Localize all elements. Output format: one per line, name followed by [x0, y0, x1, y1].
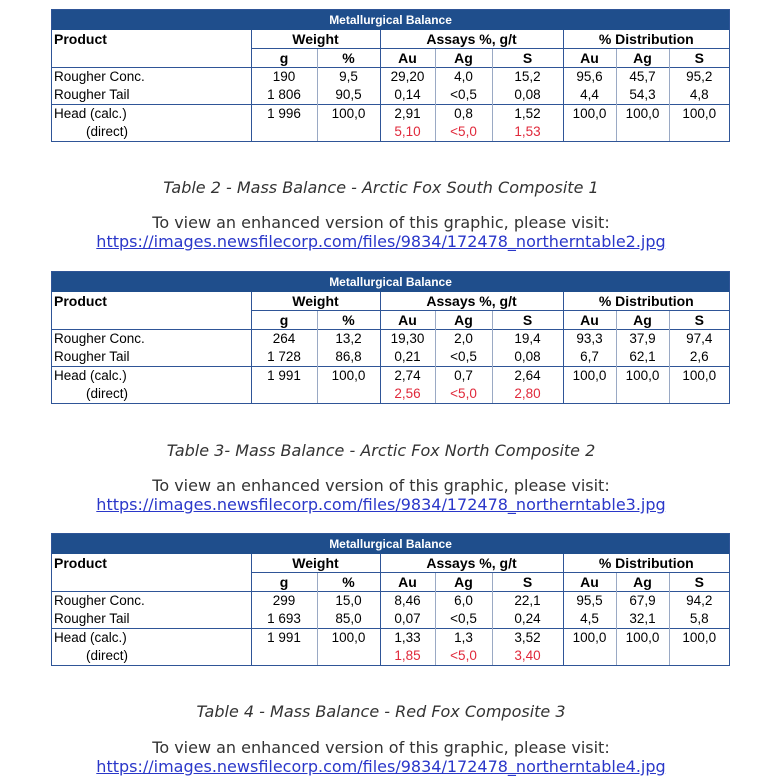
cell: 4,4: [563, 86, 616, 105]
cell: 32,1: [616, 610, 669, 629]
subheader: Ag: [616, 573, 669, 592]
subheader: S: [669, 311, 729, 330]
enhanced-version-notice: [0, 738, 762, 776]
cell: 100,0: [616, 105, 669, 124]
table-banner: Metallurgical Balance: [52, 10, 729, 30]
table-row: [52, 68, 729, 87]
cell: 100,0: [317, 629, 380, 648]
cell: 94,2: [669, 592, 729, 611]
table-row-direct: [52, 647, 729, 665]
cell: 100,0: [317, 367, 380, 386]
table-row: [52, 592, 729, 611]
distribution-header: % Distribution: [563, 30, 729, 49]
cell: 3,52: [492, 629, 563, 648]
subheader: Au: [380, 573, 435, 592]
table-caption: Table 2 - Mass Balance - Arctic Fox South Composite 1: [163, 178, 599, 197]
cell-direct: <5,0: [435, 385, 492, 403]
cell: 62,1: [616, 348, 669, 367]
cell-direct: <5,0: [435, 123, 492, 141]
cell: 2,6: [669, 348, 729, 367]
subheader: Au: [563, 311, 616, 330]
subheader: Au: [380, 49, 435, 68]
notice-text: To view an enhanced version of this graphic, please visit:: [152, 476, 610, 495]
cell: 299: [251, 592, 317, 611]
subheader: g: [251, 311, 317, 330]
cell: 4,5: [563, 610, 616, 629]
product-header: Product: [54, 293, 107, 310]
cell: 0,14: [380, 86, 435, 105]
cell: <0,5: [435, 610, 492, 629]
subheader: %: [317, 573, 380, 592]
table-row: [52, 330, 729, 349]
cell: 15,0: [317, 592, 380, 611]
row-label: Rougher Conc.: [52, 592, 251, 611]
cell: 100,0: [669, 105, 729, 124]
distribution-header: % Distribution: [563, 292, 729, 311]
cell: 2,0: [435, 330, 492, 349]
row-label: Rougher Tail: [54, 87, 130, 102]
assays-header: Assays %, g/t: [380, 30, 563, 49]
cell: 0,07: [380, 610, 435, 629]
cell: 100,0: [669, 367, 729, 386]
row-label: Rougher Conc.: [52, 68, 251, 87]
cell: 95,2: [669, 68, 729, 87]
weight-header: Weight: [251, 292, 380, 311]
table-row-direct: [52, 385, 729, 403]
cell: 100,0: [563, 105, 616, 124]
cell: 2,91: [380, 105, 435, 124]
distribution-header: % Distribution: [563, 554, 729, 573]
cell-direct: 5,10: [380, 123, 435, 141]
cell: 190: [251, 68, 317, 87]
table-row: [52, 610, 729, 629]
mass-balance-table-3: [51, 533, 730, 666]
cell: 97,4: [669, 330, 729, 349]
cell: 100,0: [563, 367, 616, 386]
cell: 0,21: [380, 348, 435, 367]
notice-text: To view an enhanced version of this graphic, please visit:: [152, 213, 610, 232]
cell: 4,8: [669, 86, 729, 105]
table-row: [52, 105, 729, 124]
table-caption: Table 4 - Mass Balance - Red Fox Composite 3: [196, 702, 566, 721]
cell: 264: [251, 330, 317, 349]
cell-direct: 3,40: [492, 647, 563, 665]
weight-header: Weight: [251, 554, 380, 573]
row-label: Head (calc.): [52, 367, 251, 386]
table-row: [52, 629, 729, 648]
table-banner: Metallurgical Balance: [52, 534, 729, 554]
cell: <0,5: [435, 348, 492, 367]
cell: 5,8: [669, 610, 729, 629]
subheader: Ag: [435, 573, 492, 592]
cell: 86,8: [317, 348, 380, 367]
subheader: Ag: [616, 311, 669, 330]
cell: 4,0: [435, 68, 492, 87]
cell: 100,0: [669, 629, 729, 648]
notice-text: To view an enhanced version of this graphic, please visit:: [152, 738, 610, 757]
cell: 54,3: [616, 86, 669, 105]
cell: 13,2: [317, 330, 380, 349]
row-label: (direct): [86, 648, 129, 663]
subheader: g: [251, 573, 317, 592]
table-banner: Metallurgical Balance: [52, 272, 729, 292]
subheader: %: [317, 311, 380, 330]
cell: 100,0: [563, 629, 616, 648]
enhanced-graphic-link[interactable]: https://images.newsfilecorp.com/files/9834/172478_northerntable4.jpg: [96, 757, 666, 776]
subheader: Ag: [435, 311, 492, 330]
subheader: Au: [563, 573, 616, 592]
cell: 0,24: [492, 610, 563, 629]
subheader: Ag: [435, 49, 492, 68]
cell: 2,74: [380, 367, 435, 386]
cell: 100,0: [317, 105, 380, 124]
cell: 19,30: [380, 330, 435, 349]
cell: <0,5: [435, 86, 492, 105]
cell: 1 728: [251, 348, 317, 367]
cell: 6,0: [435, 592, 492, 611]
subheader: Au: [380, 311, 435, 330]
subheader: Au: [563, 49, 616, 68]
cell: 85,0: [317, 610, 380, 629]
weight-header: Weight: [251, 30, 380, 49]
cell: 1 996: [251, 105, 317, 124]
subheader: S: [492, 573, 563, 592]
subheader: g: [251, 49, 317, 68]
subheader: S: [492, 311, 563, 330]
enhanced-graphic-link[interactable]: https://images.newsfilecorp.com/files/9834/172478_northerntable2.jpg: [96, 232, 666, 251]
row-label: Rougher Tail: [54, 349, 130, 364]
cell: 100,0: [616, 367, 669, 386]
cell: 0,08: [492, 348, 563, 367]
row-label: Head (calc.): [52, 105, 251, 124]
table-row: [52, 86, 729, 105]
enhanced-version-notice: [0, 213, 762, 251]
cell: 0,8: [435, 105, 492, 124]
subheader: S: [492, 49, 563, 68]
cell-direct: <5,0: [435, 647, 492, 665]
row-label: (direct): [86, 124, 129, 139]
cell: 45,7: [616, 68, 669, 87]
cell: 8,46: [380, 592, 435, 611]
product-header: Product: [54, 555, 107, 572]
enhanced-graphic-link[interactable]: https://images.newsfilecorp.com/files/9834/172478_northerntable3.jpg: [96, 495, 666, 514]
table-row-direct: [52, 123, 729, 141]
assays-header: Assays %, g/t: [380, 554, 563, 573]
enhanced-version-notice: [0, 476, 762, 514]
cell-direct: 2,80: [492, 385, 563, 403]
cell: 1,52: [492, 105, 563, 124]
cell: 1 991: [251, 367, 317, 386]
table-row: [52, 367, 729, 386]
row-label: Rougher Tail: [54, 611, 130, 626]
subheader: S: [669, 49, 729, 68]
cell: 15,2: [492, 68, 563, 87]
cell-direct: 1,53: [492, 123, 563, 141]
mass-balance-table-2: [51, 271, 730, 404]
cell: 1 991: [251, 629, 317, 648]
cell: 1,3: [435, 629, 492, 648]
cell: 22,1: [492, 592, 563, 611]
cell-direct: 1,85: [380, 647, 435, 665]
cell: 95,5: [563, 592, 616, 611]
cell: 19,4: [492, 330, 563, 349]
row-label: Head (calc.): [52, 629, 251, 648]
mass-balance-table-1: [51, 9, 730, 142]
table-row: [52, 348, 729, 367]
cell: 2,64: [492, 367, 563, 386]
assays-header: Assays %, g/t: [380, 292, 563, 311]
cell: 9,5: [317, 68, 380, 87]
cell: 93,3: [563, 330, 616, 349]
row-label: Rougher Conc.: [52, 330, 251, 349]
cell: 6,7: [563, 348, 616, 367]
cell: 37,9: [616, 330, 669, 349]
subheader: Ag: [616, 49, 669, 68]
cell: 100,0: [616, 629, 669, 648]
cell: 29,20: [380, 68, 435, 87]
cell: 0,7: [435, 367, 492, 386]
cell: 1,33: [380, 629, 435, 648]
cell-direct: 2,56: [380, 385, 435, 403]
subheader: %: [317, 49, 380, 68]
cell: 0,08: [492, 86, 563, 105]
cell: 1 693: [251, 610, 317, 629]
row-label: (direct): [86, 386, 129, 401]
cell: 95,6: [563, 68, 616, 87]
subheader: S: [669, 573, 729, 592]
cell: 1 806: [251, 86, 317, 105]
cell: 90,5: [317, 86, 380, 105]
product-header: Product: [54, 31, 107, 48]
cell: 67,9: [616, 592, 669, 611]
table-caption: Table 3- Mass Balance - Arctic Fox North Composite 2: [166, 441, 596, 460]
